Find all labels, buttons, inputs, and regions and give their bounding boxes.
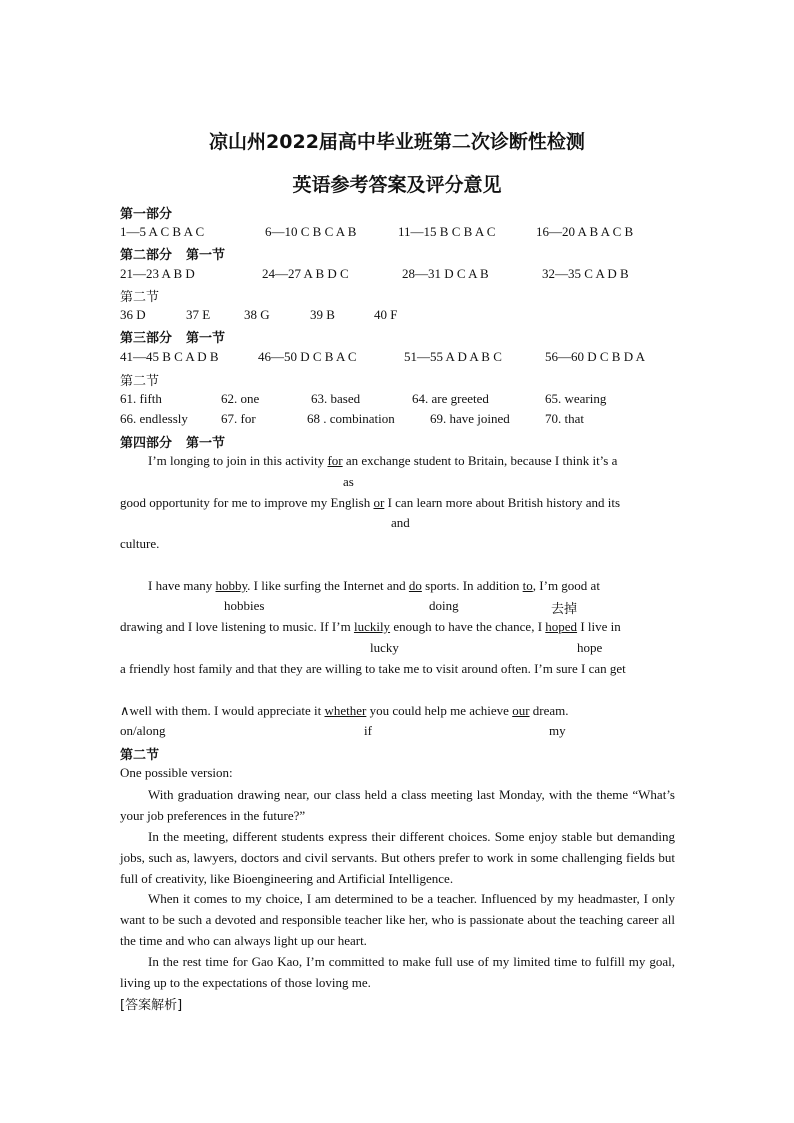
fill-answer: 68 . combination bbox=[307, 411, 395, 426]
correction-line: good opportunity for me to improve my English or I can learn more about British history and its bbox=[120, 495, 621, 510]
section-label: 第二节 bbox=[120, 374, 160, 389]
part-label: 第四部分 bbox=[120, 436, 173, 451]
answer-group: 1—5 A C B A C bbox=[120, 224, 205, 239]
answer-group: 24—27 A B D C bbox=[262, 266, 349, 281]
essay-paragraph: In the meeting, different students express their different choices. Some enjoy stable but demanding jobs, such as, lawyers, doctors and civil servants. But others prefer to work in some challenging fields but full of creativity, like Bioengineering and Artificial Intelligence. bbox=[120, 829, 675, 886]
answer-item: 36 D bbox=[120, 307, 146, 322]
fill-answer: 65. wearing bbox=[545, 391, 607, 406]
error-word: to bbox=[522, 578, 533, 593]
fill-answer: 69. have joined bbox=[430, 411, 510, 426]
part3-heading bbox=[120, 327, 225, 346]
answer-group: 51—55 A D A B C bbox=[404, 349, 502, 364]
fill-answer: 62. one bbox=[221, 391, 260, 406]
essay-paragraph: When it comes to my choice, I am determined to be a teacher. Influenced by my headmaster, I only want to be such a devoted and responsible teacher like her, who is passionate about the teaching career all the time and who can always light up our heart. bbox=[120, 891, 675, 948]
section-label: 第二节 bbox=[120, 290, 160, 305]
correction: 去掉 bbox=[551, 602, 578, 617]
document-title: 凉山州2022届高中毕业班第二次诊断性检测 bbox=[209, 131, 585, 153]
correction: doing bbox=[429, 598, 459, 613]
correction: my bbox=[549, 723, 566, 738]
fill-answer: 61. fifth bbox=[120, 391, 162, 406]
correction-line: ∧well with them. I would appreciate it whether you could help me achieve our dream. bbox=[120, 703, 569, 718]
part4-heading bbox=[120, 432, 225, 451]
fill-answer: 70. that bbox=[545, 411, 584, 426]
part-label: 第二部分 bbox=[120, 248, 173, 263]
error-word: do bbox=[408, 578, 422, 593]
correction-line: drawing and I love listening to music. If I’m luckily enough to have the chance, I hoped I live in bbox=[120, 619, 621, 634]
answer-group: 21—23 A B D bbox=[120, 266, 195, 281]
part-label: 第三部分 bbox=[120, 331, 173, 346]
error-word: whether bbox=[324, 703, 367, 718]
section-label: 第一节 bbox=[186, 436, 226, 451]
correction-line: I have many hobby. I like surfing the Internet and do sports. In addition to, I’m good at bbox=[148, 578, 600, 593]
part1-heading: 第一部分 bbox=[120, 207, 173, 222]
fill-answer: 63. based bbox=[311, 391, 361, 406]
section-heading: 第二节 bbox=[120, 748, 160, 763]
correction: on/along bbox=[120, 723, 166, 738]
answer-group: 56—60 D C B D A bbox=[545, 349, 646, 364]
correction: hobbies bbox=[224, 598, 265, 613]
error-word: luckily bbox=[353, 619, 391, 634]
answer-group: 11—15 B C B A C bbox=[398, 224, 496, 239]
fill-answer: 66. endlessly bbox=[120, 411, 188, 426]
answer-group: 46—50 D C B A C bbox=[258, 349, 357, 364]
error-word: hobby bbox=[215, 578, 248, 593]
answer-group: 32—35 C A D B bbox=[542, 266, 629, 281]
answer-item: 39 B bbox=[310, 307, 335, 322]
essay-paragraph: In the rest time for Gao Kao, I’m committed to make full use of my limited time to fulfill my goal, living up to the expectations of those loving me. bbox=[120, 954, 675, 990]
correction: if bbox=[364, 723, 372, 738]
error-word: hoped bbox=[545, 619, 578, 634]
correction-line: I’m longing to join in this activity for an exchange student to Britain, because I think it’s a bbox=[148, 453, 618, 468]
version-label: One possible version: bbox=[120, 765, 233, 780]
error-word: for bbox=[327, 453, 343, 468]
correction: lucky bbox=[370, 640, 399, 655]
document-subtitle: 英语参考答案及评分意见 bbox=[292, 174, 502, 196]
correction: as bbox=[343, 474, 354, 489]
answer-item: 40 F bbox=[374, 307, 398, 322]
fill-answer: 64. are greeted bbox=[412, 391, 489, 406]
error-word: our bbox=[512, 703, 530, 718]
section-label: 第一节 bbox=[186, 331, 226, 346]
essay-paragraph: With graduation drawing near, our class held a class meeting last Monday, with the theme “What’s your job preferences in the future?” bbox=[120, 787, 675, 823]
answer-item: 37 E bbox=[186, 307, 211, 322]
correction: and bbox=[391, 515, 410, 530]
answer-item: 38 G bbox=[244, 307, 270, 322]
part2-heading bbox=[120, 244, 225, 263]
answer-group: 41—45 B C A D B bbox=[120, 349, 219, 364]
correction-line: culture. bbox=[120, 536, 160, 551]
correction-line: a friendly host family and that they are willing to take me to visit around often. I’m sure I can get bbox=[120, 661, 626, 676]
fill-answer: 67. for bbox=[221, 411, 256, 426]
error-word: or bbox=[373, 495, 385, 510]
analysis-label: [答案解析] bbox=[120, 998, 183, 1013]
section-label: 第一节 bbox=[186, 248, 226, 263]
correction: hope bbox=[577, 640, 603, 655]
answer-group: 28—31 D C A B bbox=[402, 266, 489, 281]
answer-group: 6—10 C B C A B bbox=[265, 224, 357, 239]
answer-group: 16—20 A B A C B bbox=[536, 224, 634, 239]
